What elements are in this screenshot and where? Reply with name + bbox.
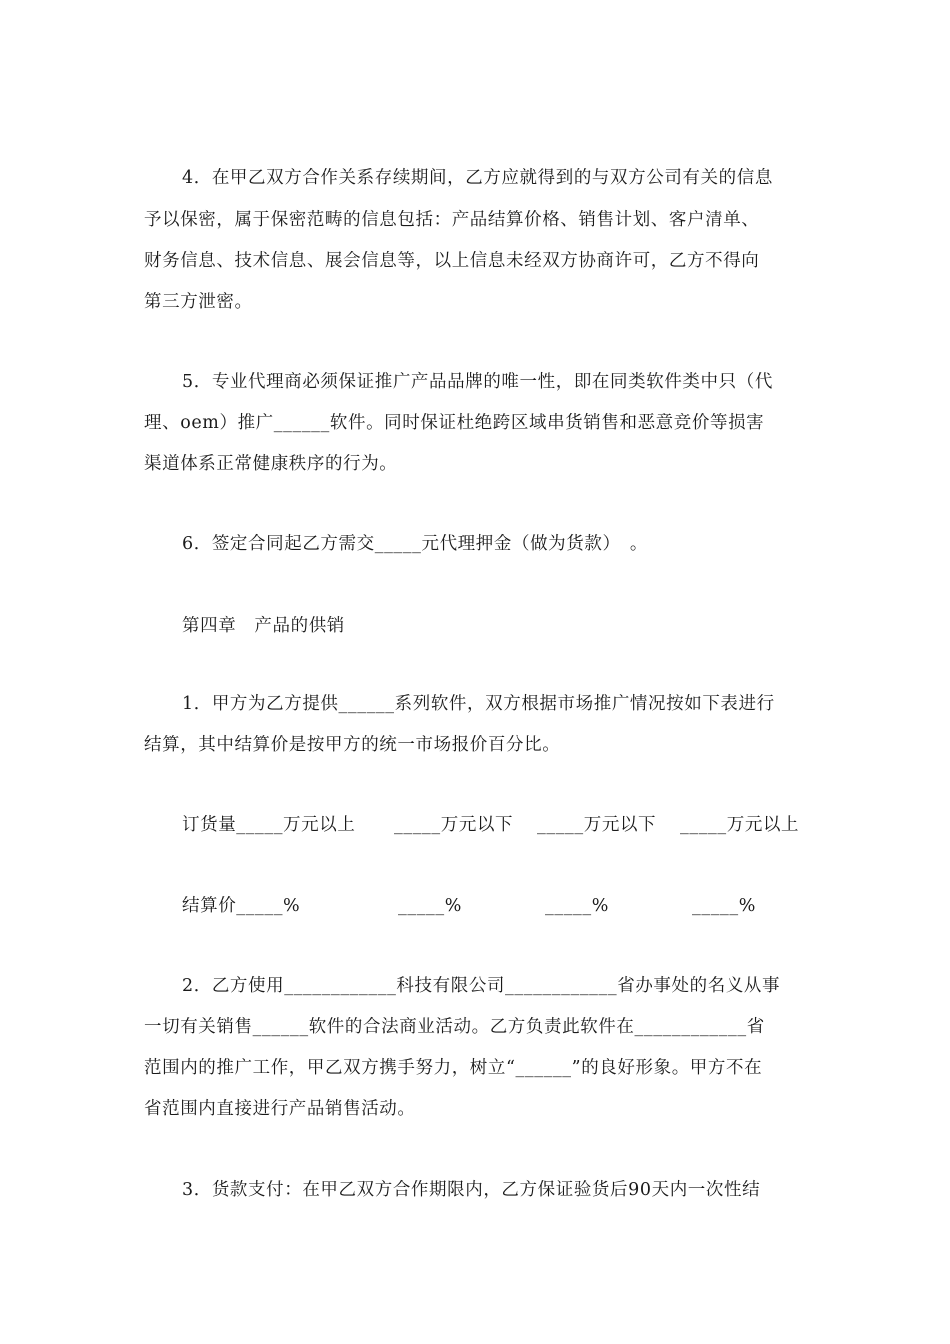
- clause-4-line-4: 第三方泄密。: [144, 292, 253, 312]
- chapter-4-item-2-line-4: 省范围内直接进行产品销售活动。: [144, 1099, 416, 1119]
- clause-4-line-1: 4．在甲乙双方合作关系存续期间，乙方应就得到的与双方公司有关的信息: [182, 168, 773, 188]
- order-volume-cell-3: _____万元以下: [537, 815, 657, 835]
- clause-5-line-1: 5．专业代理商必须保证推广产品品牌的唯一性，即在同类软件类中只（代: [182, 372, 773, 392]
- order-volume-cell-4: _____万元以上: [680, 815, 800, 835]
- order-volume-cell-1: 订货量_____万元以上: [182, 815, 356, 835]
- chapter-4-item-2-line-2: 一切有关销售______软件的合法商业活动。乙方负责此软件在____________省: [144, 1017, 765, 1037]
- chapter-4-item-2-line-1: 2．乙方使用____________科技有限公司____________省办事处的名义从事: [182, 976, 781, 996]
- chapter-4-item-2-line-3: 范围内的推广工作，甲乙双方携手努力，树立“______”的良好形象。甲方不在: [144, 1058, 763, 1078]
- chapter-4-item-1-line-2: 结算，其中结算价是按甲方的统一市场报价百分比。: [144, 735, 561, 755]
- clause-6-line-1: 6．签定合同起乙方需交_____元代理押金（做为货款） 。: [182, 534, 649, 554]
- chapter-4-heading: 第四章 产品的供销: [182, 616, 345, 636]
- clause-4-line-2: 予以保密，属于保密范畴的信息包括：产品结算价格、销售计划、客户清单、: [144, 210, 760, 230]
- clause-4-line-3: 财务信息、技术信息、展会信息等，以上信息未经双方协商许可，乙方不得向: [144, 251, 760, 271]
- chapter-4-item-3-line-1: 3．货款支付：在甲乙双方合作期限内，乙方保证验货后90天内一次性结: [182, 1180, 761, 1200]
- settlement-price-cell-4: _____%: [692, 896, 756, 916]
- settlement-price-cell-3: _____%: [545, 896, 609, 916]
- settlement-price-cell-1: 结算价_____%: [182, 896, 301, 916]
- clause-5-line-3: 渠道体系正常健康秩序的行为。: [144, 454, 398, 474]
- clause-5-line-2: 理、oem）推广______软件。同时保证杜绝跨区域串货销售和恶意竞价等损害: [144, 413, 765, 433]
- settlement-price-cell-2: _____%: [398, 896, 462, 916]
- chapter-4-item-1-line-1: 1．甲方为乙方提供______系列软件，双方根据市场推广情况按如下表进行: [182, 694, 775, 714]
- order-volume-cell-2: _____万元以下: [394, 815, 514, 835]
